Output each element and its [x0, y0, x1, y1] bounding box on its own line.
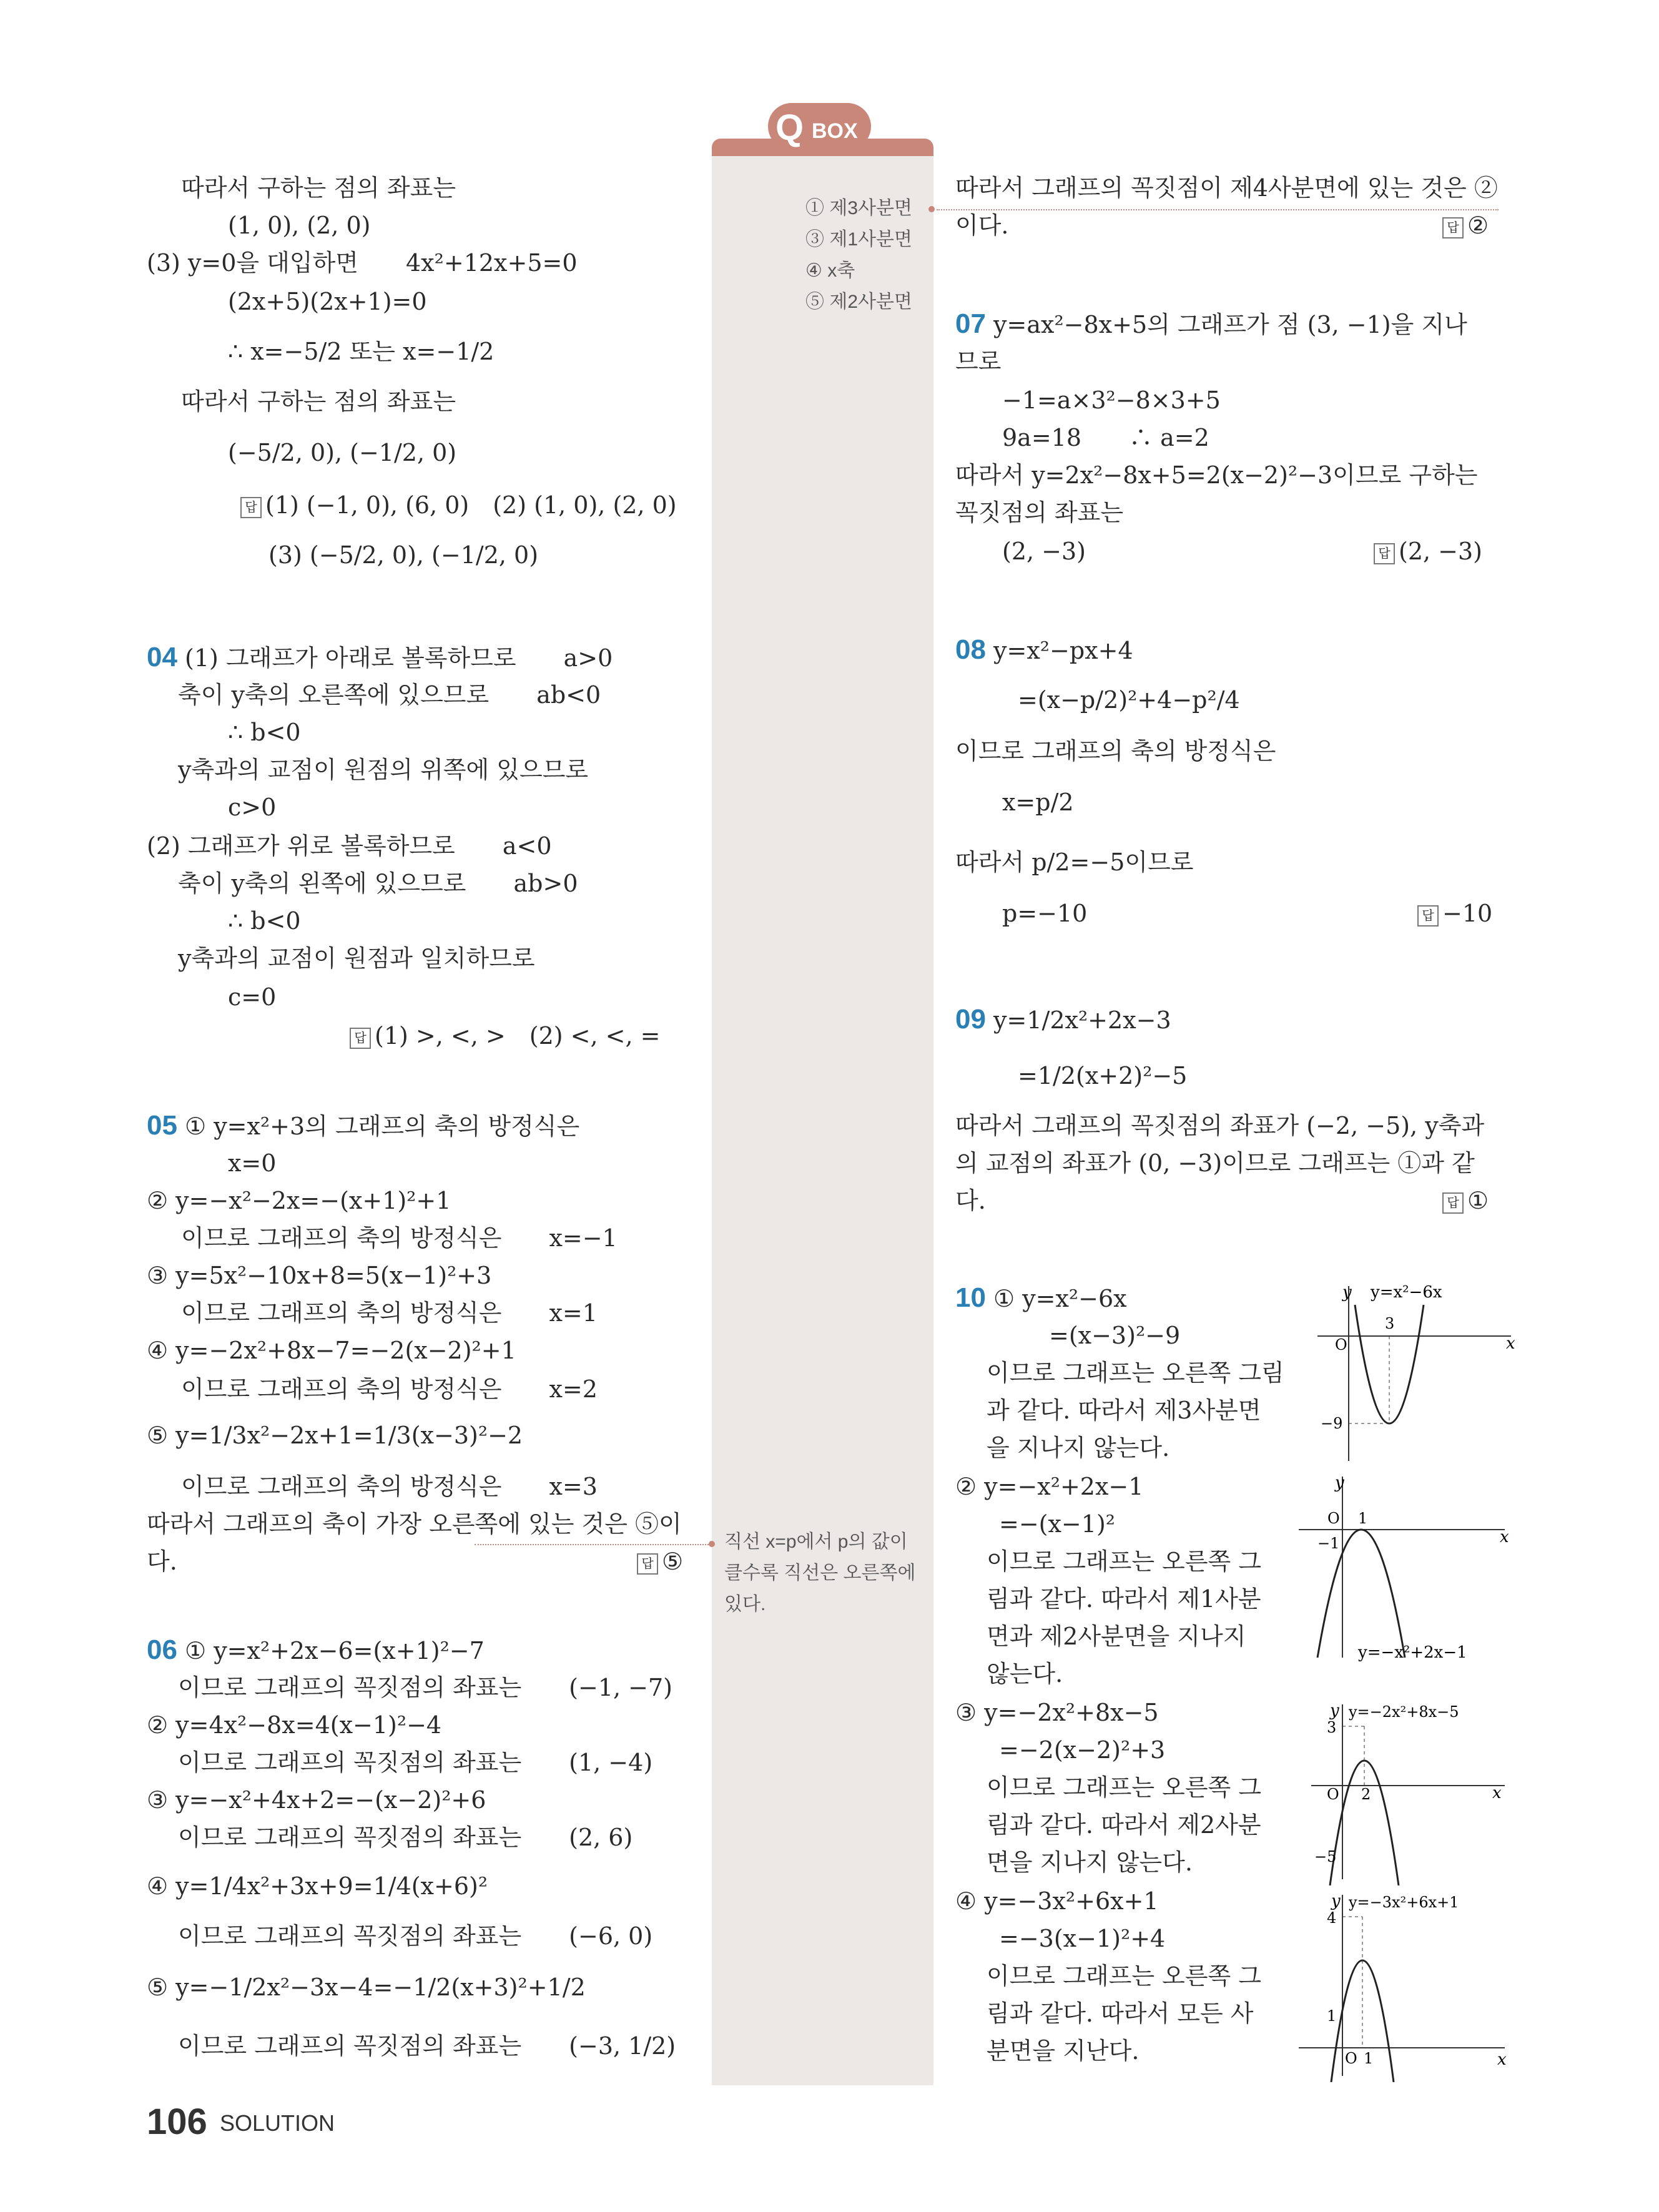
- footer-label: SOLUTION: [220, 2110, 335, 2136]
- qbox-logo: [768, 103, 871, 150]
- parabola-curve: [1331, 1960, 1394, 2082]
- qbox-logo-box: BOX: [812, 119, 858, 143]
- y-label: y: [1342, 1283, 1352, 1302]
- tick-label: −1: [1317, 1535, 1340, 1552]
- text-line: p=−10: [1002, 900, 1088, 927]
- origin-label: O: [1335, 1336, 1347, 1354]
- graph-2: [1292, 1470, 1517, 1670]
- text-line: 따라서 p/2=−5이므로: [955, 848, 1194, 876]
- problem-04: [147, 643, 613, 672]
- text-line: ④ y=1/4x²+3x+9=1/4(x+6)²: [147, 1872, 488, 1900]
- curve-label: y=−3x²+6x+1: [1349, 1894, 1459, 1911]
- text-line: 이므로 그래프는 오른쪽 그: [987, 1962, 1262, 1990]
- answer-icon: 답: [350, 1028, 371, 1049]
- origin-label: O: [1327, 1786, 1339, 1803]
- text-line: ∴ b<0: [228, 719, 301, 746]
- text-line: 이므로 그래프의 꼭짓점의 좌표는 (−6, 0): [178, 1922, 653, 1950]
- text-line: −1=a×3²−8×3+5: [1002, 386, 1221, 414]
- text-line: (1) 그래프가 아래로 볼록하므로 a>0: [185, 644, 613, 672]
- text-line: 따라서 그래프의 축이 가장 오른쪽에 있는 것은 ⑤이: [147, 1510, 682, 1538]
- text-line: =−(x−1)²: [999, 1510, 1116, 1538]
- text-line: 이므로 그래프는 오른쪽 그: [987, 1774, 1262, 1801]
- answer-line: [1442, 1186, 1489, 1215]
- problem-number: 04: [147, 642, 177, 672]
- text-line: ∴ x=−5/2 또는 x=−1/2: [228, 338, 495, 365]
- y-label: y: [1330, 1701, 1339, 1720]
- text-line: 의 교점의 좌표가 (0, −3)이므로 그래프는 ①과 같: [955, 1149, 1475, 1177]
- answer-icon: 답: [240, 497, 262, 518]
- answer-line: [240, 491, 677, 519]
- text-line: 림과 같다. 따라서 모든 사: [987, 2000, 1254, 2027]
- text-line: 이므로 그래프의 축의 방정식은: [955, 737, 1276, 765]
- origin-label: O: [1327, 1510, 1340, 1527]
- tick-label: 4: [1327, 1909, 1337, 1927]
- origin-label: O: [1345, 2050, 1357, 2067]
- text-line: y축과의 교점이 원점의 위쪽에 있으므로: [178, 756, 589, 784]
- answer-line: [1374, 537, 1482, 566]
- text-line: =(x−p/2)²+4−p²/4: [1018, 686, 1240, 714]
- problem-number: 05: [147, 1110, 177, 1141]
- answer-text: ⑤: [662, 1548, 684, 1575]
- text-line: 이므로 그래프의 꼭짓점의 좌표는 (−3, 1/2): [178, 2032, 676, 2060]
- qbox-note: 직선 x=p에서 p의 값이 클수록 직선은 오른쪽에 있다.: [724, 1531, 916, 1615]
- text-line: ⑤ y=−1/2x²−3x−4=−1/2(x+3)²+1/2: [147, 1974, 586, 2001]
- graph-4: [1292, 1889, 1517, 2082]
- answer-text: ①: [1467, 1187, 1489, 1214]
- qbox-pointer-dot: [928, 206, 935, 212]
- qbox-item: ④ x축: [805, 260, 855, 281]
- answer-line: [1417, 899, 1492, 928]
- answer-line: [350, 1021, 661, 1050]
- text-line: ① y=x²+2x−6=(x+1)²−7: [185, 1637, 485, 1664]
- problem-08: [955, 636, 1133, 665]
- text-line: ③ y=−2x²+8x−5: [955, 1699, 1159, 1726]
- qbox-note-line: [475, 1544, 709, 1545]
- text-line: 림과 같다. 따라서 제2사분: [987, 1811, 1261, 1839]
- qbox-pointer-line: [937, 209, 1499, 210]
- text-line: y=ax²−8x+5의 그래프가 점 (3, −1)을 지나: [993, 311, 1467, 338]
- text-line: 이므로 그래프의 축의 방정식은 x=3: [181, 1473, 598, 1500]
- answer-line: (3) (−5/2, 0), (−1/2, 0): [268, 541, 539, 569]
- text-line: y축과의 교점이 원점과 일치하므로: [178, 945, 535, 972]
- tick-label: 1: [1364, 2050, 1374, 2067]
- y-label: y: [1331, 1892, 1341, 1910]
- x-label: x: [1500, 1528, 1509, 1546]
- curve-label: y=x²−6x: [1371, 1283, 1442, 1302]
- answer-line: [1442, 211, 1489, 240]
- text-line: 이므로 그래프의 축의 방정식은 x=2: [181, 1375, 598, 1403]
- tick-label: 3: [1327, 1719, 1337, 1736]
- text-line: ② y=−x²−2x=−(x+1)²+1: [147, 1187, 451, 1214]
- text-line: ① y=x²+3의 그래프의 축의 방정식은: [185, 1113, 580, 1140]
- answer-icon: 답: [1442, 1192, 1464, 1214]
- text-line: 이므로 그래프의 꼭짓점의 좌표는 (−1, −7): [178, 1674, 672, 1701]
- text-line: x=0: [228, 1149, 277, 1177]
- qbox-item: ① 제3사분면: [805, 198, 912, 219]
- graph-1: [1311, 1280, 1517, 1467]
- text-line: 이므로 그래프의 축의 방정식은 x=−1: [181, 1224, 618, 1252]
- text-line: ∴ b<0: [228, 907, 301, 935]
- text-line: (1, 0), (2, 0): [228, 212, 371, 239]
- answer-icon: 답: [1442, 217, 1464, 238]
- text-line: =(x−3)²−9: [1049, 1322, 1181, 1349]
- text-line: ② y=4x²−8x=4(x−1)²−4: [147, 1711, 442, 1739]
- text-line: (2, −3): [1002, 538, 1086, 565]
- text-line: (2) 그래프가 위로 볼록하므로 a<0: [147, 832, 552, 860]
- text-line: 이므로 그래프의 꼭짓점의 좌표는 (1, −4): [178, 1749, 653, 1776]
- text-line: ① y=x²−6x: [993, 1285, 1127, 1312]
- tick-label: 1: [1358, 1510, 1368, 1527]
- problem-10: [955, 1284, 1127, 1313]
- qbox-item: ⑤ 제2사분면: [805, 292, 912, 312]
- problem-05: [147, 1111, 579, 1141]
- text-line: 축이 y축의 오른쪽에 있으므로 ab<0: [178, 681, 601, 709]
- problem-number: 10: [955, 1282, 986, 1313]
- text-line: 따라서 구하는 점의 좌표는: [181, 174, 456, 202]
- text-line: 이다.: [955, 212, 1009, 239]
- x-label: x: [1497, 2050, 1507, 2069]
- qbox-panel: [712, 156, 933, 2085]
- text-line: 림과 같다. 따라서 제1사분: [987, 1585, 1261, 1613]
- qbox-logo-q: Q: [775, 107, 804, 148]
- tick-label: −9: [1321, 1415, 1343, 1432]
- text-line: ③ y=5x²−10x+8=5(x−1)²+3: [147, 1262, 492, 1289]
- tick-label: −5: [1314, 1848, 1337, 1865]
- text-line: 이므로 그래프는 오른쪽 그: [987, 1548, 1262, 1575]
- text-line: c>0: [228, 794, 277, 821]
- answer-text: −10: [1442, 900, 1493, 927]
- x-label: x: [1492, 1784, 1502, 1802]
- problem-number: 08: [955, 634, 986, 665]
- text-line: 이므로 그래프는 오른쪽 그림: [987, 1359, 1284, 1387]
- text-line: (2x+5)(2x+1)=0: [228, 288, 427, 315]
- text-line: 분면을 지난다.: [987, 2037, 1140, 2065]
- text-line: =1/2(x+2)²−5: [1018, 1062, 1188, 1089]
- problem-06: [147, 1636, 485, 1665]
- text-line: ⑤ y=1/3x²−2x+1=1/3(x−3)²−2: [147, 1422, 523, 1449]
- page-number: 106: [147, 2101, 207, 2142]
- answer-icon: 답: [637, 1553, 658, 1575]
- problem-07: [955, 310, 1467, 339]
- text-line: y=1/2x²+2x−3: [993, 1006, 1171, 1034]
- answer-line: [637, 1547, 683, 1576]
- text-line: ③ y=−x²+4x+2=−(x−2)²+6: [147, 1786, 486, 1814]
- text-line: y=x²−px+4: [993, 637, 1133, 664]
- answer-text: (1) >, <, > (2) <, <, =: [375, 1022, 661, 1049]
- text-line: =−3(x−1)²+4: [999, 1925, 1166, 1952]
- text-line: 따라서 그래프의 꼭짓점이 제4사분면에 있는 것은 ②: [955, 174, 1498, 202]
- x-label: x: [1506, 1334, 1515, 1353]
- text-line: 면과 제2사분면을 지나지: [987, 1623, 1246, 1650]
- text-line: 면을 지나지 않는다.: [987, 1849, 1193, 1876]
- text-line: x=p/2: [1002, 789, 1074, 816]
- text-line: 이므로 그래프의 꼭짓점의 좌표는 (2, 6): [178, 1824, 633, 1851]
- answer-text: (1) (−1, 0), (6, 0) (2) (1, 0), (2, 0): [265, 491, 677, 519]
- tick-label: 1: [1327, 2007, 1337, 2025]
- answer-icon: 답: [1374, 543, 1395, 564]
- problem-number: 06: [147, 1634, 177, 1665]
- text-line: =−2(x−2)²+3: [999, 1736, 1166, 1764]
- problem-number: 07: [955, 308, 986, 339]
- text-line: ④ y=−2x²+8x−7=−2(x−2)²+1: [147, 1337, 516, 1364]
- text-line: 과 같다. 따라서 제3사분면: [987, 1397, 1261, 1424]
- problem-number: 09: [955, 1004, 986, 1035]
- graph-3: [1305, 1698, 1517, 1885]
- text-line: 이므로 그래프의 축의 방정식은 x=1: [181, 1299, 598, 1327]
- tick-label: 3: [1385, 1315, 1395, 1332]
- text-line: (−5/2, 0), (−1/2, 0): [228, 439, 457, 466]
- text-line: 므로: [955, 348, 1002, 375]
- tick-label: 2: [1361, 1786, 1371, 1803]
- text-line: 다.: [955, 1187, 986, 1214]
- answer-text: (2, −3): [1399, 538, 1483, 565]
- text-line: ④ y=−3x²+6x+1: [955, 1887, 1159, 1915]
- text-line: 다.: [147, 1548, 177, 1575]
- answer-text: ②: [1467, 212, 1489, 239]
- qbox-note-dot: [709, 1541, 715, 1547]
- qbox-item: ③ 제1사분면: [805, 229, 912, 250]
- text-line: c=0: [228, 983, 277, 1011]
- text-line: 을 지나지 않는다.: [987, 1434, 1170, 1462]
- text-line: 꼭짓점의 좌표는: [955, 499, 1124, 526]
- text-line: 따라서 그래프의 꼭짓점의 좌표가 (−2, −5), y축과: [955, 1112, 1485, 1139]
- answer-icon: 답: [1417, 905, 1439, 927]
- y-label: y: [1335, 1473, 1344, 1492]
- curve-label: y=−2x²+8x−5: [1349, 1703, 1459, 1721]
- text-line: 9a=18 ∴ a=2: [1002, 424, 1209, 451]
- text-line: 따라서 y=2x²−8x+5=2(x−2)²−3이므로 구하는: [955, 461, 1478, 489]
- text-line: 않는다.: [987, 1660, 1063, 1688]
- text-line: 축이 y축의 왼쪽에 있으므로 ab>0: [178, 870, 578, 897]
- text-line: (3) y=0을 대입하면 4x²+12x+5=0: [147, 249, 578, 277]
- curve-label: y=−x²+2x−1: [1358, 1643, 1467, 1662]
- problem-09: [955, 1005, 1171, 1035]
- text-line: 따라서 구하는 점의 좌표는: [181, 388, 456, 415]
- text-line: ② y=−x²+2x−1: [955, 1473, 1144, 1500]
